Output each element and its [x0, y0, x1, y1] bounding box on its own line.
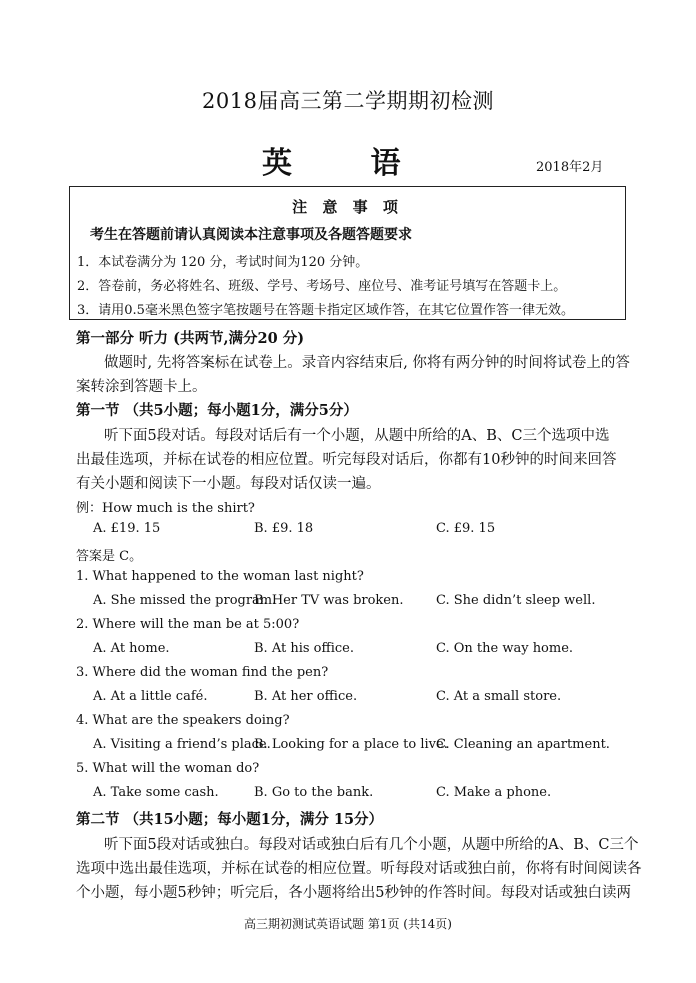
q4-option-b: B. Looking for a place to live. — [254, 737, 448, 752]
q1-option-a: A. She missed the program. — [93, 593, 277, 608]
q3-option-c: C. At a small store. — [436, 689, 562, 704]
section2-heading: 第二节 （共15小题；每小题1分，满分 15分） — [76, 811, 384, 828]
q1-option-b: B. Her TV was broken. — [254, 593, 404, 608]
q2-option-b: B. At his office. — [254, 641, 354, 656]
part1-intro-line: 做题时, 先将答案标在试卷上。录音内容结束后, 你将有两分钟的时间将试卷上的答 — [104, 355, 630, 371]
notice-item: 3．请用0.5毫米黑色签字笔按题号在答题卡指定区域作答，在其它位置作答一律无效。 — [77, 303, 574, 318]
part1-intro-line: 案转涂到答题卡上。 — [76, 379, 207, 395]
question-3: 3. Where did the woman find the pen? — [76, 665, 329, 680]
q4-option-a: A. Visiting a friend’s place. — [93, 737, 271, 752]
subject-title: 英 语 — [262, 146, 435, 181]
notice-item: 1．本试卷满分为 120 分，考试时间为120 分钟。 — [77, 255, 369, 270]
notice-item: 2．答卷前，务必将姓名、班级、学号、考场号、座位号、准考证号填写在答题卡上。 — [77, 279, 567, 294]
exam-date: 2018年2月 — [536, 160, 604, 175]
q5-option-b: B. Go to the bank. — [254, 785, 374, 800]
section2-intro-line: 个小题，每小题5秒钟；听完后，各小题将给出5秒钟的作答时间。每段对话或独白读两 — [76, 885, 631, 901]
example-option-c: C. £9. 15 — [436, 521, 496, 536]
q3-option-a: A. At a little café. — [93, 689, 208, 704]
section1-intro-line: 听下面5段对话。每段对话后有一个小题，从题中所给的A、B、C三个选项中选 — [104, 428, 610, 444]
q2-option-c: C. On the way home. — [436, 641, 574, 656]
exam-title: 2018届高三第二学期期初检测 — [202, 89, 494, 113]
section1-intro-line: 有关小题和阅读下一小题。每段对话仅读一遍。 — [76, 476, 381, 492]
section1-heading: 第一节 （共5小题；每小题1分，满分5分） — [76, 402, 358, 419]
q2-option-a: A. At home. — [93, 641, 170, 656]
page-footer: 高三期初测试英语试题 第1页 (共14页) — [244, 917, 452, 931]
q5-option-c: C. Make a phone. — [436, 785, 552, 800]
section1-intro-line: 出最佳选项，并标在试卷的相应位置。听完每段对话后，你都有10秒钟的时间来回答 — [76, 452, 617, 468]
q4-option-c: C. Cleaning an apartment. — [436, 737, 610, 752]
q5-option-a: A. Take some cash. — [93, 785, 219, 800]
example-option-b: B. £9. 18 — [254, 521, 314, 536]
example-question: 例：How much is the shirt? — [76, 501, 255, 516]
question-5: 5. What will the woman do? — [76, 761, 260, 776]
question-4: 4. What are the speakers doing? — [76, 713, 290, 728]
question-1: 1. What happened to the woman last night? — [76, 569, 364, 584]
notice-title: 注 意 事 项 — [292, 198, 403, 216]
section2-intro-line: 选项中选出最佳选项，并标在试卷的相应位置。听每段对话或独白前，你将有时间阅读各 — [76, 861, 642, 877]
part1-heading: 第一部分 听力 (共两节,满分20 分) — [76, 330, 305, 347]
notice-box — [69, 186, 626, 320]
example-option-a: A. £19. 15 — [93, 521, 161, 536]
q3-option-b: B. At her office. — [254, 689, 358, 704]
section2-intro-line: 听下面5段对话或独白。每段对话或独白后有几个小题，从题中所给的A、B、C三个 — [104, 837, 639, 853]
notice-subtitle: 考生在答题前请认真阅读本注意事项及各题答题要求 — [90, 227, 412, 243]
example-answer: 答案是 C。 — [76, 549, 143, 564]
q1-option-c: C. She didn’t sleep well. — [436, 593, 596, 608]
question-2: 2. Where will the man be at 5:00? — [76, 617, 300, 632]
